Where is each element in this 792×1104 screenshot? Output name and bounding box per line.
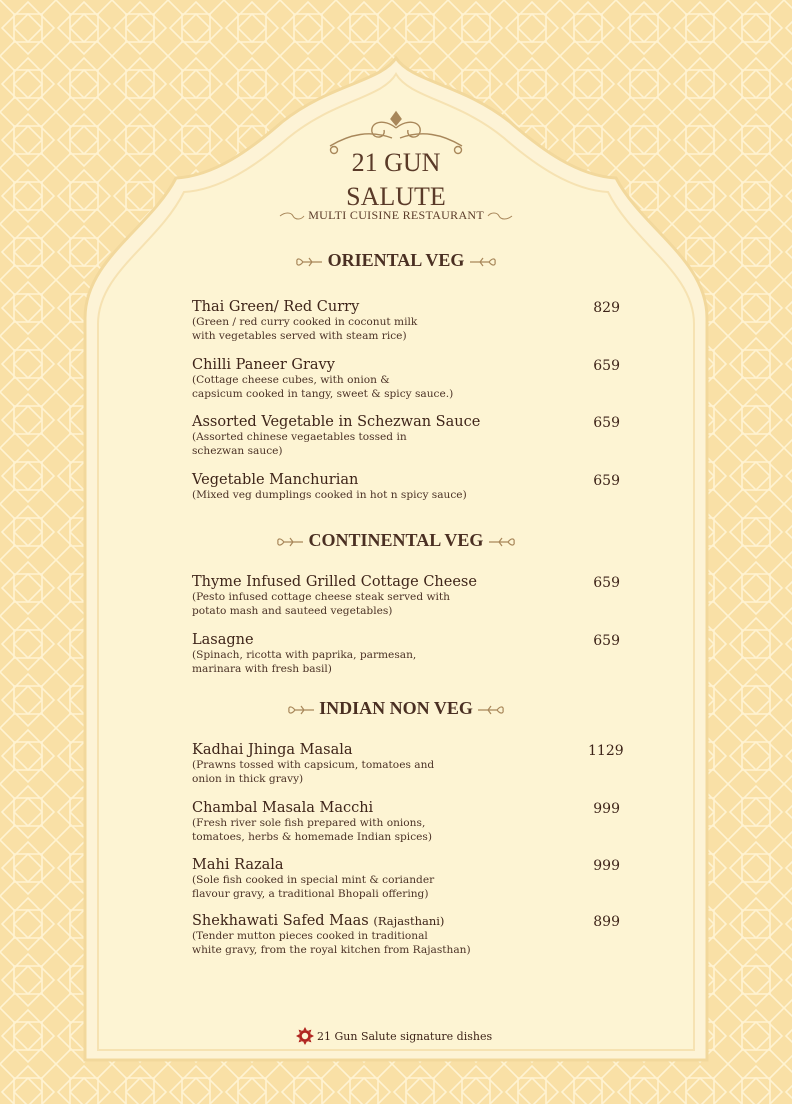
- menu-item-name: Chilli Paneer Gravy: [192, 357, 335, 373]
- menu-item: [192, 742, 632, 786]
- menu-item-name: Thai Green/ Red Curry: [192, 299, 360, 315]
- menu-item-name: Assorted Vegetable in Schezwan Sauce: [192, 414, 481, 430]
- section-title-text: INDIAN NON VEG: [319, 698, 473, 718]
- menu-item-price: 899: [593, 914, 620, 930]
- subtitle-text: MULTI CUISINE RESTAURANT: [308, 208, 484, 222]
- menu-item: [192, 632, 632, 676]
- flourish-right-icon: [488, 535, 516, 549]
- flourish-left-icon: [287, 703, 315, 717]
- section-title-text: ORIENTAL VEG: [327, 250, 465, 270]
- menu-item-description: (Pesto infused cottage cheese steak served with potato mash and sauteed vegetables): [192, 591, 451, 617]
- menu-item: [192, 913, 632, 957]
- section-title-indian-non-veg: [0, 698, 792, 719]
- swirl-right-icon: [487, 211, 513, 221]
- footer-note: [296, 1026, 492, 1046]
- section-title-text: CONTINENTAL VEG: [308, 530, 484, 550]
- menu-item-description: (Fresh river sole fish prepared with onions, tomatoes, herbs & homemade Indian spices): [192, 817, 432, 843]
- menu-item: [192, 574, 632, 618]
- menu-item-description: (Sole fish cooked in special mint & coriander flavour gravy, a traditional Bhopali offering): [192, 874, 435, 900]
- section-title-continental-veg: [0, 530, 792, 551]
- menu-item-price: 659: [593, 473, 620, 489]
- menu-item-price: 659: [593, 415, 620, 431]
- menu-item-name: Vegetable Manchurian: [192, 472, 359, 488]
- flourish-left-icon: [276, 535, 304, 549]
- menu-item: [192, 800, 632, 844]
- menu-item-description: (Spinach, ricotta with paprika, parmesan, marinara with fresh basil): [192, 649, 417, 675]
- menu-item-price: 659: [593, 633, 620, 649]
- menu-item-price: 659: [593, 358, 620, 374]
- menu-item: [192, 414, 632, 458]
- menu-item-name: [192, 913, 632, 930]
- menu-item-description: (Assorted chinese vegaetables tossed in schezwan sauce): [192, 431, 407, 457]
- menu-item-price: 829: [593, 300, 620, 316]
- flourish-right-icon: [469, 255, 497, 269]
- menu-item-description: (Mixed veg dumplings cooked in hot n spicy sauce): [192, 489, 467, 501]
- menu-item-price: 1129: [588, 743, 624, 759]
- menu-item-price: 659: [593, 575, 620, 591]
- menu-item: [192, 357, 632, 401]
- menu-item-description: (Green / red curry cooked in coconut milk with vegetables served with steam rice): [192, 316, 418, 342]
- restaurant-name-line1: 21 GUN: [351, 148, 441, 177]
- menu-item-name: Chambal Masala Macchi: [192, 800, 374, 816]
- menu-item-name: Kadhai Jhinga Masala: [192, 742, 353, 758]
- menu-item-description: (Tender mutton pieces cooked in traditional white gravy, from the royal kitchen from Rajasthan): [192, 930, 471, 956]
- flourish-left-icon: [295, 255, 323, 269]
- menu-item-price: 999: [593, 858, 620, 874]
- section-title-oriental-veg: [0, 250, 792, 271]
- menu-item: [192, 299, 632, 343]
- swirl-left-icon: [279, 211, 305, 221]
- restaurant-name-line2: SALUTE: [346, 182, 446, 211]
- menu-item-name: Mahi Razala: [192, 857, 284, 873]
- signature-badge-icon: [296, 1027, 314, 1045]
- menu-item-region-note: (Rajasthani): [373, 914, 445, 928]
- menu-item: [192, 472, 632, 503]
- footer-text: 21 Gun Salute signature dishes: [317, 1029, 493, 1043]
- menu-item-description: (Prawns tossed with capsicum, tomatoes and onion in thick gravy): [192, 759, 435, 785]
- menu-item: [192, 857, 632, 901]
- restaurant-subtitle: [0, 207, 792, 223]
- flourish-right-icon: [477, 703, 505, 717]
- menu-item-name: Lasagne: [192, 632, 254, 648]
- menu-item-name-text: Shekhawati Safed Maas: [192, 913, 369, 929]
- menu-item-price: 999: [593, 801, 620, 817]
- menu-item-description: (Cottage cheese cubes, with onion & capsicum cooked in tangy, sweet & spicy sauce.): [192, 374, 454, 400]
- menu-item-name: Thyme Infused Grilled Cottage Cheese: [192, 574, 477, 590]
